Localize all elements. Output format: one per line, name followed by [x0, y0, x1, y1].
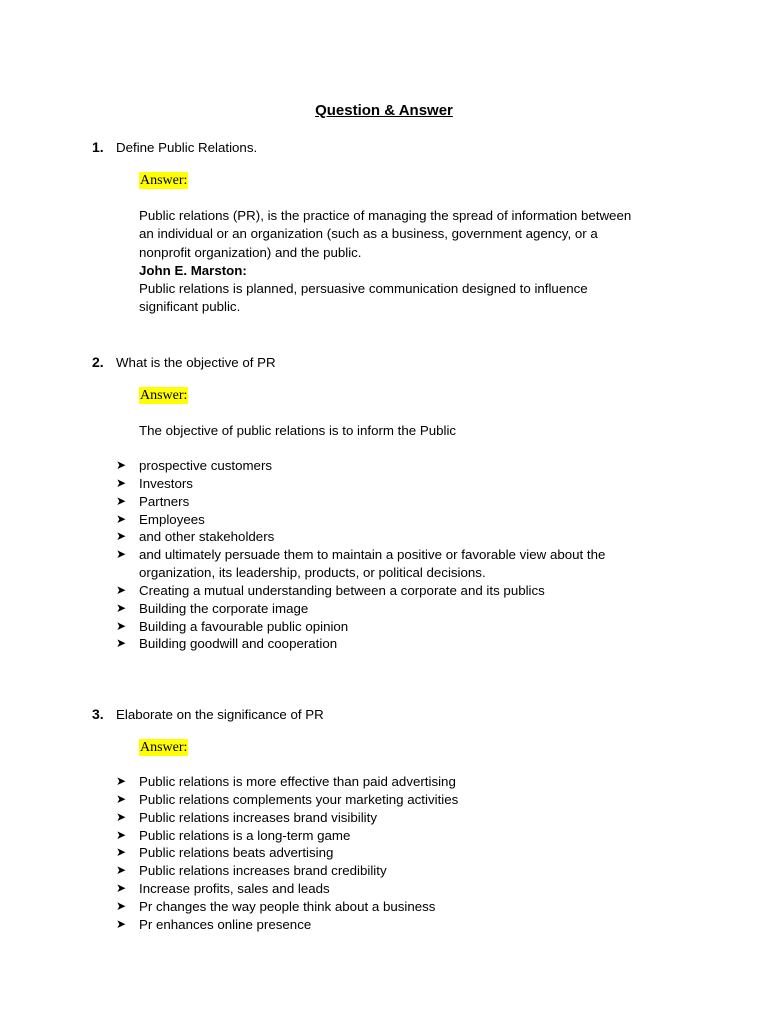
arrow-bullet-icon: ➤ [116, 791, 127, 806]
list-item [116, 809, 458, 827]
list-item-text [139, 862, 458, 880]
list-item-line: Partners [139, 493, 190, 509]
answer-2-bullet-list [116, 457, 605, 653]
list-item-line: Pr changes the way people think about a business [139, 898, 436, 914]
list-item-text [139, 600, 605, 618]
arrow-bullet-icon: ➤ [116, 618, 127, 633]
page-title: Question & Answer [315, 102, 453, 119]
arrow-bullet-icon: ➤ [116, 458, 127, 472]
question-number: 2. [92, 354, 104, 370]
list-item [116, 546, 605, 582]
list-item-line: Building a favourable public opinion [139, 618, 349, 634]
list-item [116, 844, 458, 862]
arrow-bullet-icon: ➤ [116, 475, 127, 490]
list-item [116, 528, 605, 546]
list-item-line: Investors [139, 475, 193, 491]
question-number: 3. [92, 706, 104, 722]
list-item [116, 475, 605, 493]
list-item-line: Public relations complements your marketing activities [139, 791, 459, 807]
list-item [116, 827, 458, 845]
list-item-line: Public relations increases brand credibility [139, 863, 387, 879]
list-item-text [139, 791, 458, 809]
arrow-bullet-icon: ➤ [116, 582, 127, 597]
list-item-line: Building the corporate image [139, 600, 309, 616]
question-text: Elaborate on the significance of PR [116, 707, 324, 722]
list-item-text [139, 773, 458, 791]
list-item-text [139, 618, 605, 636]
text-line: The objective of public relations is to inform the Public [139, 423, 457, 438]
question-3 [92, 705, 324, 724]
list-item [116, 916, 458, 934]
list-item-text [139, 880, 458, 898]
question-text: Define Public Relations. [116, 140, 258, 155]
list-item [116, 898, 458, 916]
arrow-bullet-icon: ➤ [116, 916, 127, 931]
answer-label: Answer: [140, 740, 188, 755]
list-item-text [139, 844, 458, 862]
answer-2-intro [139, 422, 679, 440]
list-item-text [139, 546, 605, 582]
list-item-line: Building goodwill and cooperation [139, 636, 338, 652]
arrow-bullet-icon: ➤ [116, 845, 127, 860]
question-1 [92, 138, 257, 157]
list-item-text [139, 635, 605, 653]
list-item-line: Increase profits, sales and leads [139, 881, 330, 897]
text-line: Public relations (PR), is the practice of managing the spread of information between [139, 208, 632, 223]
list-item-line: Creating a mutual understanding between a corporate and its publics [139, 582, 545, 598]
list-item [116, 618, 605, 636]
list-item-line: and ultimately persuade them to maintain a positive or favorable view about the [139, 547, 606, 563]
list-item-line: Employees [139, 511, 205, 527]
question-text: What is the objective of PR [116, 355, 276, 370]
list-item-text [139, 809, 458, 827]
question-number: 1. [92, 139, 104, 155]
list-item-text [139, 457, 605, 475]
list-item [116, 582, 605, 600]
arrow-bullet-icon: ➤ [116, 493, 127, 508]
list-item-line: Public relations is more effective than paid advertising [139, 774, 456, 789]
arrow-bullet-icon: ➤ [116, 511, 127, 526]
list-item-text [139, 511, 605, 529]
list-item-line: Pr enhances online presence [139, 916, 312, 932]
list-item-text [139, 475, 605, 493]
arrow-bullet-icon: ➤ [116, 547, 127, 562]
answer-3-bullet-list [116, 773, 458, 934]
list-item-text [139, 528, 605, 546]
text-line: Public relations is planned, persuasive communication designed to influence [139, 281, 588, 297]
question-2 [92, 353, 276, 372]
arrow-bullet-icon: ➤ [116, 827, 127, 842]
arrow-bullet-icon: ➤ [116, 863, 127, 878]
arrow-bullet-icon: ➤ [116, 774, 127, 788]
arrow-bullet-icon: ➤ [116, 881, 127, 896]
list-item-line: and other stakeholders [139, 529, 275, 545]
list-item [116, 457, 605, 475]
list-item-line: Public relations is a long-term game [139, 827, 351, 843]
list-item-line: Public relations beats advertising [139, 845, 334, 861]
list-item [116, 862, 458, 880]
list-item-text [139, 827, 458, 845]
list-item [116, 880, 458, 898]
list-item [116, 791, 458, 809]
list-item [116, 773, 458, 791]
arrow-bullet-icon: ➤ [116, 809, 127, 824]
list-item-line: Public relations increases brand visibility [139, 809, 377, 825]
list-item [116, 511, 605, 529]
answer-label: Answer: [140, 173, 188, 188]
list-item-line: organization, its leadership, products, or political decisions. [139, 565, 486, 581]
answer-1-paragraph [139, 207, 679, 317]
list-item [116, 600, 605, 618]
arrow-bullet-icon: ➤ [116, 898, 127, 913]
list-item-text [139, 916, 458, 934]
list-item-text [139, 493, 605, 511]
text-line: significant public. [139, 299, 241, 315]
arrow-bullet-icon: ➤ [116, 600, 127, 615]
arrow-bullet-icon: ➤ [116, 529, 127, 544]
list-item-text [139, 898, 458, 916]
list-item [116, 493, 605, 511]
list-item-line: prospective customers [139, 458, 273, 473]
answer-label: Answer: [140, 388, 188, 403]
text-line: nonprofit organization) and the public. [139, 244, 362, 260]
author-name: John E. Marston: [139, 262, 247, 278]
text-line: an individual or an organization (such as a business, government agency, or a [139, 226, 598, 242]
arrow-bullet-icon: ➤ [116, 636, 127, 651]
list-item-text [139, 582, 605, 600]
list-item [116, 635, 605, 653]
